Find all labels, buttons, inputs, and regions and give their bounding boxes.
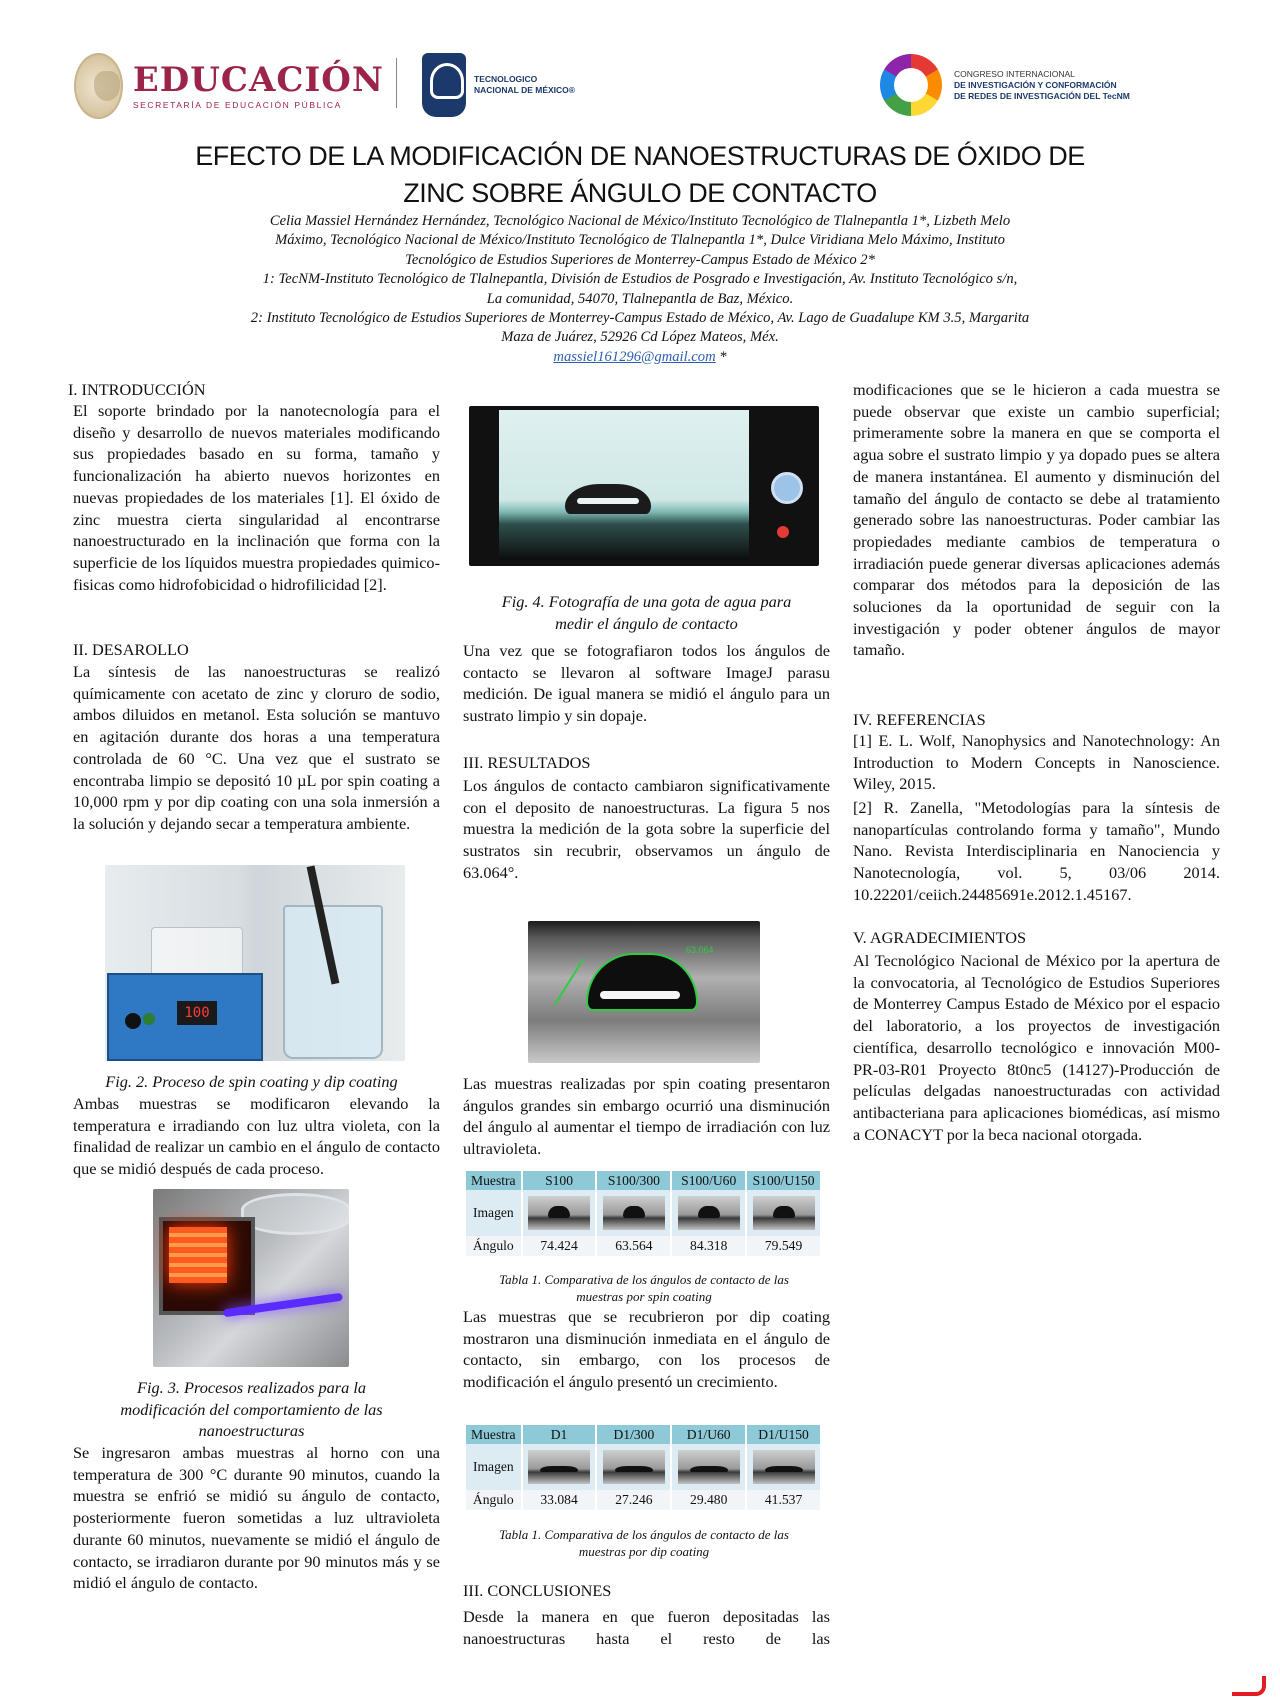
modification-text: Ambas muestras se modificaron elevando la temperatura e irradiando con luz ultra violeta, con la finalidad de realizar un cambio en el ángulo de contacto que se midió después de cada proceso. xyxy=(73,1094,440,1179)
fig3-caption: Fig. 3. Procesos realizados para la modificación del comportamiento de las nanoestructuras xyxy=(120,1378,383,1441)
table-header-cell: S100/U60 xyxy=(671,1171,746,1190)
fig4-caption: Fig. 4. Fotografía de una gota de agua para medir el ángulo de contacto xyxy=(501,592,792,633)
table-header-cell: S100/U150 xyxy=(746,1171,821,1190)
results-heading: III. RESULTADOS xyxy=(463,753,591,772)
table-row-label: Ángulo xyxy=(466,1490,522,1510)
table-header-cell: D1 xyxy=(522,1425,597,1444)
drop-thumbnail xyxy=(603,1450,665,1484)
affiliation-line2: La comunidad, 54070, Tlalnepantla de Baz, México. xyxy=(486,290,794,307)
table-header-cell: D1/U60 xyxy=(671,1425,746,1444)
angle-value: 33.084 xyxy=(522,1490,597,1510)
angle-value: 84.318 xyxy=(671,1236,746,1256)
tecnm-line1: TECNOLOGICO xyxy=(474,74,538,84)
congress-line2: DE INVESTIGACIÓN Y CONFORMACIÓN xyxy=(954,79,1117,90)
drop-thumbnail xyxy=(678,1196,740,1230)
authors-line3: Tecnológico de Estudios Superiores de Monterrey-Campus Estado de México 2* xyxy=(405,251,875,268)
drop-thumbnail xyxy=(528,1196,590,1230)
oven-uv-text: Se ingresaron ambas muestras al horno con una temperatura de 300 °C durante 90 minutos, cuando la muestra se enfrió se midió su ángulo de contacto, posteriormente fueron sometidas a luz ultravioleta durante 60 minutos, nuevamente se midió el ángulo de contacto, se irradiaron durante por 90 minutos más y se midió el ángulo de contacto. xyxy=(73,1443,440,1593)
drop-thumbnail xyxy=(528,1450,590,1484)
drop-thumbnail xyxy=(753,1450,815,1484)
congress-ring-icon xyxy=(880,54,942,116)
table1-caption: Tabla 1. Comparativa de los ángulos de contacto de las muestras por spin coating xyxy=(499,1272,789,1304)
angle-value: 63.564 xyxy=(596,1236,671,1256)
angle-value: 41.537 xyxy=(746,1490,821,1510)
reference-2: [2] R. Zanella, "Metodologías para la síntesis de nanopartículas controlando forma y tamaño", Mundo Nano. Revista Interdisciplinaria en Nanociencia y Nanotecnología, vol. 5, 03/06 2014. 10.22201/ceiich.24485691e.2012.1.45167. xyxy=(853,798,1220,904)
table2-caption: Tabla 1. Comparativa de los ángulos de contacto de las muestras por dip coating xyxy=(499,1527,789,1559)
camera-shutter-icon xyxy=(771,472,803,504)
spin-coater-display: 100 xyxy=(177,1001,217,1025)
conclusions-continued: modificaciones que se le hicieron a cada muestra se puede observar que existe un cambio superficial; primeramente sobre la manera en que se comporta el agua sobre el sustrato limpio y ya dopado pues se altera de manera instantánea. El aumento y disminución del tamaño del ángulo de contacto se debe al tratamiento generado sobre las nanoestructuras. Poder cambiar las propiedades mediante cambios de temperatura o irradiación puede generar diversas aplicaciones además comparar dos métodos para la deposición de las soluciones da la oportunidad de seguir con la investigación y poder obtener ángulos de mayor tamaño. xyxy=(853,380,1220,660)
measured-drop xyxy=(586,953,698,1011)
fig2-spin-dip-photo xyxy=(105,865,405,1061)
conclusions-text: Desde la manera en que fueron depositadas las nanoestructuras hasta el resto de las xyxy=(463,1607,830,1648)
email-link[interactable]: massiel161296@gmail.com xyxy=(553,348,716,365)
title-line2: ZINC SOBRE ÁNGULO DE CONTACTO xyxy=(403,178,877,208)
corner-mark-icon xyxy=(1232,1676,1266,1696)
spin-results-text: Las muestras realizadas por spin coating presentaron ángulos grandes sin embargo ocurrió una disminución del ángulo al aumentar el tiempo de irradiación con luz ultravioleta. xyxy=(463,1074,830,1159)
water-drop xyxy=(565,484,651,514)
table-row-label: Imagen xyxy=(466,1444,522,1490)
affiliation-line1: 1: TecNM-Instituto Tecnológico de Tlalnepantla, División de Estudios de Posgrado e Investigación, Av. Instituto Tecnológico s/n, xyxy=(262,271,1018,288)
tecnm-line2: NACIONAL DE MÉXICO® xyxy=(474,85,576,95)
national-seal-icon xyxy=(74,53,123,119)
fig5-contact-angle-photo xyxy=(528,921,760,1063)
measurement-text: Una vez que se fotografiaron todos los ángulos de contacto se llevaron al software ImageJ parasu medición. De igual manera se midió el ángulo para un sustrato limpio y sin dopaje. xyxy=(463,641,830,726)
authors-block xyxy=(180,212,1100,367)
authors-line2: Máximo, Tecnológico Nacional de México/Instituto Tecnológico de Tlalnepantla 1*, Dulce Viridiana Melo Máximo, Instituto xyxy=(275,232,1005,249)
table-header-cell: S100 xyxy=(522,1171,597,1190)
angle-value: 74.424 xyxy=(522,1236,597,1256)
table-header-cell: Muestra xyxy=(466,1171,522,1190)
acknowledgements-heading: V. AGRADECIMIENTOS xyxy=(853,928,1027,947)
affiliation-line4: Maza de Juárez, 52926 Cd López Mateos, Méx. xyxy=(501,329,779,346)
congress-line3: DE REDES DE INVESTIGACIÓN DEL TecNM xyxy=(954,90,1130,101)
table-header-cell: S100/300 xyxy=(596,1171,671,1190)
tecnm-logo xyxy=(422,52,575,118)
drop-thumbnail xyxy=(753,1196,815,1230)
drop-thumbnail xyxy=(603,1196,665,1230)
reference-1: [1] E. L. Wolf, Nanophysics and Nanotechnology: An Introduction to Modern Concepts in Nanoscience. Wiley, 2015. xyxy=(853,731,1220,794)
conclusions-heading: III. CONCLUSIONES xyxy=(463,1581,612,1600)
dip-results-text: Las muestras que se recubrieron por dip coating mostraron una disminución inmediata en el ángulo de contacto, sin embargo, con los procesos de modificación el ángulo presentó un crecimiento. xyxy=(463,1307,830,1392)
dip-coating-table xyxy=(466,1425,822,1510)
educacion-logo xyxy=(74,52,384,120)
angle-value: 79.549 xyxy=(746,1236,821,1256)
spin-coating-table xyxy=(466,1171,822,1256)
affiliation-line3: 2: Instituto Tecnológico de Estudios Superiores de Monterrey-Campus Estado de México, Av. Lago de Guadalupe KM 3.5, Margarita xyxy=(250,310,1030,327)
table-header-cell: D1/300 xyxy=(596,1425,671,1444)
fig4-drop-photo xyxy=(469,406,819,566)
header-divider xyxy=(396,58,397,108)
table-header-cell: Muestra xyxy=(466,1425,522,1444)
sep-subtitle: SECRETARÍA DE EDUCACIÓN PÚBLICA xyxy=(132,100,342,110)
results-text: Los ángulos de contacto cambiaron significativamente con el deposito de nanoestructuras. La figura 5 nos muestra la medición de la gota sobre la superficie del sustratos sin recubrir, observamos un ángulo de 63.064°. xyxy=(463,776,830,882)
drop-thumbnail xyxy=(678,1450,740,1484)
email-suffix: * xyxy=(715,348,727,365)
development-text: La síntesis de las nanoestructuras se realizó químicamente con acetato de zinc y cloruro de sodio, ambos diluidos en metanol. Esta solución se mantuvo en agitación durante dos horas a una temperatura controlada de 60 °C. Una vez que el sustrato se encontraba limpio se depositó 10 µL por spin coating a 10,000 rpm y por dip coating con una sola inmersión a la solución y dejando secar a temperatura ambiente. xyxy=(73,662,440,833)
table-row-label: Imagen xyxy=(466,1190,522,1236)
intro-heading: I. INTRODUCCIÓN xyxy=(68,380,206,399)
fig3-oven-uv-photo xyxy=(153,1189,349,1367)
authors-line1: Celia Massiel Hernández Hernández, Tecnológico Nacional de México/Instituto Tecnológico de Tlalnepantla 1*, Lizbeth Melo xyxy=(269,213,1011,229)
intro-text: El soporte brindado por la nanotecnología para el diseño y desarrollo de nuevos materiales modificando sus propiedades basado en su forma, tamaño y funcionalización ha abierto nuevos horizontes en nuevas propiedades de los materiales [1]. El óxido de zinc muestra cierta singularidad al encontrarse nanoestructurado en la inclinación que forma con la superficie de los líquidos muestra propiedades quimico-fisicas como hidrofobicidad o hidrofilicidad [2]. xyxy=(73,401,440,594)
congress-logo xyxy=(880,52,1130,118)
contact-line xyxy=(180,348,1100,367)
tecnm-emblem-icon xyxy=(422,53,466,117)
development-heading: II. DESAROLLO xyxy=(73,640,189,659)
angle-label: 63.064 xyxy=(686,945,714,955)
record-icon xyxy=(777,526,789,538)
references-heading: IV. REFERENCIAS xyxy=(853,710,986,729)
title-line1: EFECTO DE LA MODIFICACIÓN DE NANOESTRUCTURAS DE ÓXIDO DE xyxy=(195,141,1085,171)
table-header-cell: D1/U150 xyxy=(746,1425,821,1444)
poster-title xyxy=(140,138,1140,212)
educacion-wordmark: EDUCACIÓN xyxy=(132,60,384,100)
congress-line1: CONGRESO INTERNACIONAL xyxy=(954,68,1075,79)
table-row-label: Ángulo xyxy=(466,1236,522,1256)
acknowledgements-text: Al Tecnológico Nacional de México por la apertura de la convocatoria, al Tecnológico de Estudios Superiores de Monterrey Campus Estado de México por el espacio del laboratorio, a los proyectos de investigación científica, desarrollo tecnológico e innovación M00-PR-03-R01 Proyecto 8t0nc5 (14127)-Producción de películas delgadas nanoestructuradas con actividad antibacteriana para aplicaciones biomédicas, así mismo a CONACYT por la beca nacional otorgada. xyxy=(853,951,1220,1144)
fig2-caption: Fig. 2. Proceso de spin coating y dip coating xyxy=(105,1072,398,1091)
angle-value: 27.246 xyxy=(596,1490,671,1510)
angle-value: 29.480 xyxy=(671,1490,746,1510)
